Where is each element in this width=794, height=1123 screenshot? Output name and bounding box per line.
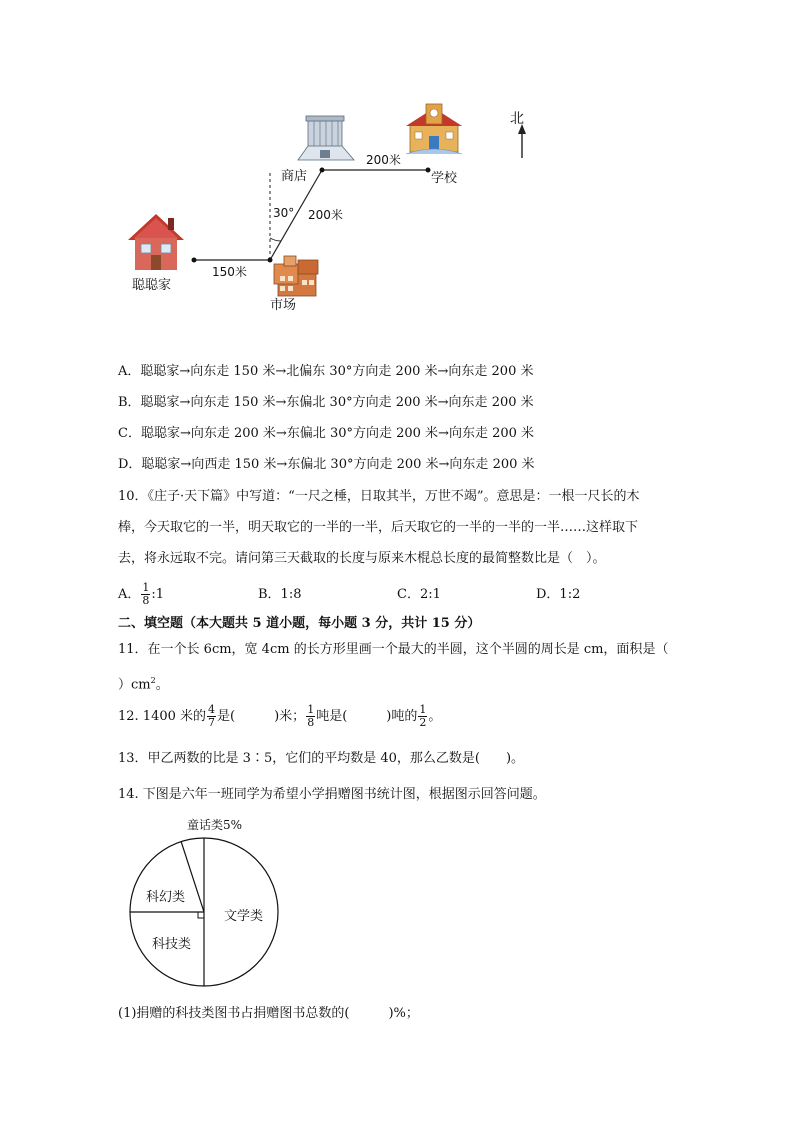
school-icon xyxy=(406,104,462,154)
north-label: 北 xyxy=(510,111,524,127)
q10-line-1: 10．《庄子·天下篇》中写道：“一尺之棰，日取其半，万世不竭”。意思是：一根一尺长的木 xyxy=(118,489,640,504)
q10-line-3: 去，将永远取不完。请问第三天截取的长度与原来木棍总长度的最简整数比是（ ）。 xyxy=(118,551,606,566)
market-point xyxy=(268,258,273,263)
q14-line: 14. 下图是六年一班同学为希望小学捐赠图书统计图，根据图示回答问题。 xyxy=(118,787,546,802)
pie-chart-svg xyxy=(118,812,298,992)
fraction-1-8: $\frac{1}{8}$ xyxy=(307,703,315,729)
q12-line: 12. 1400 米的 $\frac{4}{7}$ 是( )米； $\frac{1}{8}$ 吨是( )吨的 $\frac{1}{2}$ 。 xyxy=(118,703,442,729)
school-point xyxy=(426,168,431,173)
home-point xyxy=(192,258,197,263)
school-label: 学校 xyxy=(431,171,458,186)
q14-sub-1: (1)捐赠的科技类图书占捐赠图书总数的( )%； xyxy=(118,1006,419,1021)
q10-option-c: C．2:1 xyxy=(397,587,441,602)
angle-label: 30° xyxy=(273,206,295,220)
q10-option-a-fraction: $\frac{1}{8}$ xyxy=(142,581,150,607)
angle-arc xyxy=(270,238,281,241)
q10-option-a-label: A． xyxy=(118,587,141,602)
pie-label-fairy: 童话类5% xyxy=(187,818,243,832)
pie-label-literature: 文学类 xyxy=(224,909,264,924)
shop-label: 商店 xyxy=(281,169,308,184)
q10-line-2: 棒，今天取它的一半，明天取它的一半的一半，后天取它的一半的一半的一半……这样取下 xyxy=(118,520,639,535)
fraction-4-7: $\frac{4}{7}$ xyxy=(208,703,216,729)
market-label: 市场 xyxy=(270,298,297,313)
q9-option-a: A．聪聪家→向东走 150 米→北偏东 30°方向走 200 米→向东走 200 米 xyxy=(118,364,534,379)
distance-home-market: 150米 xyxy=(212,265,247,279)
q10-option-a xyxy=(118,582,164,607)
shop-icon xyxy=(298,116,354,160)
market-icon xyxy=(274,256,318,296)
q11-line-1: 11．在一个长 6cm，宽 4cm 的长方形里画一个最大的半圆，这个半圆的周长是 cm，面积是（ xyxy=(118,642,669,657)
q9-option-c: C．聪聪家→向东走 200 米→东偏北 30°方向走 200 米→向东走 200 米 xyxy=(118,426,535,441)
q10-option-a-tail: :1 xyxy=(151,587,165,602)
section-2-heading: 二、填空题（本大题共 5 道小题，每小题 3 分，共计 15 分） xyxy=(118,616,481,631)
distance-market-shop: 200米 xyxy=(308,208,343,222)
q9-option-d: D．聪聪家→向西走 150 米→东偏北 30°方向走 200 米→向东走 200 米 xyxy=(118,457,535,472)
house-icon xyxy=(128,214,184,270)
q10-option-b: B．1:8 xyxy=(258,587,302,602)
pie-label-tech: 科技类 xyxy=(152,937,192,952)
q11-line-2: ）$cm^2$。 xyxy=(118,676,169,693)
q13-line: 13．甲乙两数的比是 3∶5，它们的平均数是 40，那么乙数是( )。 xyxy=(118,751,525,766)
distance-shop-school: 200米 xyxy=(366,153,401,167)
q10-option-d: D．1:2 xyxy=(536,587,581,602)
shop-point xyxy=(320,168,325,173)
fraction-1-2: $\frac{1}{2}$ xyxy=(419,703,427,729)
pie-label-scifi: 科幻类 xyxy=(146,890,186,905)
home-label: 聪聪家 xyxy=(132,278,172,293)
pie-chart xyxy=(118,812,298,992)
route-map-figure xyxy=(118,100,558,320)
q9-option-b: B．聪聪家→向东走 150 米→东偏北 30°方向走 200 米→向东走 200 米 xyxy=(118,395,534,410)
